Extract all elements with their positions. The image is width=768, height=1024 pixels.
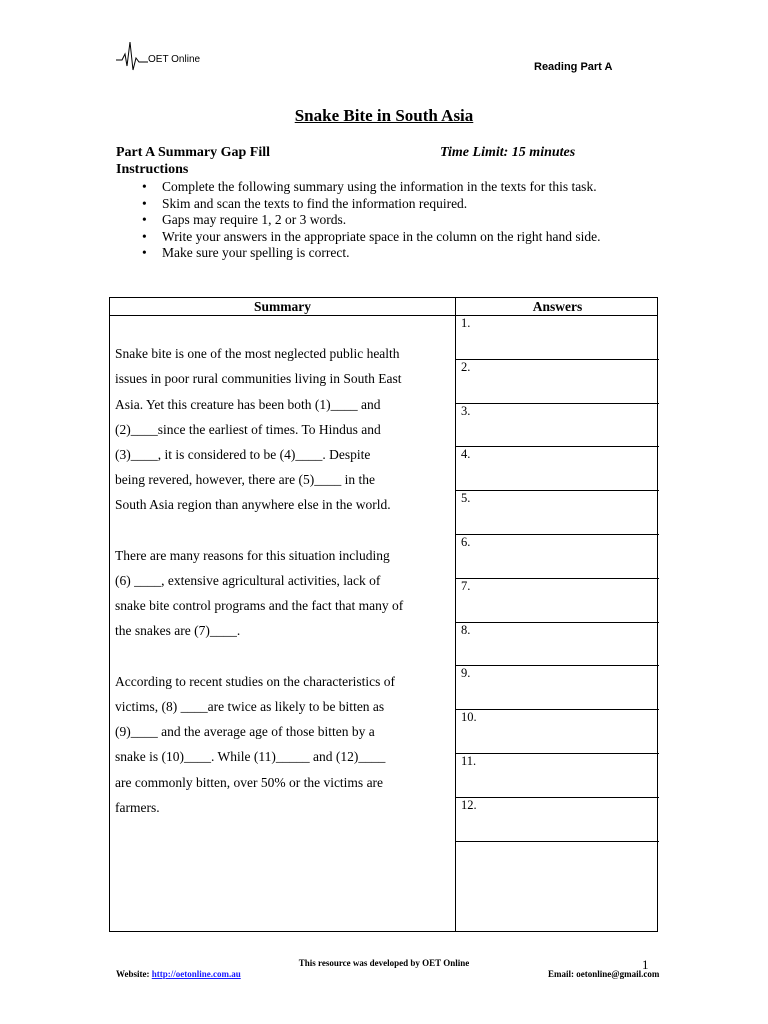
part-title: Part A Summary Gap Fill [116,145,270,160]
summary-line: Asia. Yet this creature has been both (1)____ and [115,396,381,412]
summary-line: snake bite control programs and the fact that many of [115,598,404,614]
instruction-item: • Complete the following summary using the information in the texts for this task. [142,179,597,194]
summary-line: (9)____ and the average age of those bitten by a [115,724,375,740]
summary-line: (2)____since the earliest of times. To Hindus and [115,421,381,437]
bullet-icon: • [142,179,147,194]
summary-line: being revered, however, there are (5)____ in the [115,472,375,488]
summary-line: Snake bite is one of the most neglected public health [115,346,400,362]
footer-developed-by: This resource was developed by OET Online [298,958,470,968]
summary-text [115,316,455,820]
answer-number: 8. [461,622,471,637]
answer-row[interactable] [456,360,659,404]
answer-number: 2. [461,359,471,374]
summary-blank-line [115,518,455,543]
summary-line: (6) ____, extensive agricultural activities, lack of [115,573,381,588]
page-number: 1 [642,957,649,972]
answer-row[interactable] [456,666,659,710]
bullet-icon: • [142,212,147,228]
answer-row[interactable] [456,798,659,842]
answer-number: 4. [461,447,471,462]
answer-row[interactable] [456,404,659,448]
instruction-item: • Gaps may require 1, 2 or 3 words. [142,212,347,228]
answer-row[interactable] [456,754,659,798]
answer-row[interactable] [456,623,659,667]
oet-online-logo [116,40,216,76]
answer-row[interactable] [456,535,659,579]
answer-number: 6. [461,535,471,549]
answer-number: 3. [461,403,471,418]
summary-line: According to recent studies on the characteristics of [115,673,396,689]
bullet-icon: • [142,195,147,211]
instruction-item: • Make sure your spelling is correct. [142,245,350,261]
instructions-list [142,179,642,262]
website-label: Website: [116,969,152,979]
instructions-heading: Instructions [116,162,189,177]
answer-number: 10. [461,710,477,725]
bullet-icon: • [142,245,147,261]
summary-line: South Asia region than anywhere else in the world. [115,497,391,513]
footer-website [116,969,241,979]
summary-blank-line [115,316,455,341]
heartbeat-icon [116,40,148,76]
answer-number: 11. [461,754,477,768]
summary-line: issues in poor rural communities living in South East [115,371,402,387]
summary-line: the snakes are (7)____. [115,623,241,639]
footer-email: Email: oetonline@gmail.com [548,969,660,979]
time-limit: Time Limit: 15 minutes [440,145,576,160]
answer-row[interactable] [456,491,659,535]
answer-row[interactable] [456,579,659,623]
logo-text: OET Online [148,54,201,65]
section-label: Reading Part A [534,61,613,73]
instruction-item: • Skim and scan the texts to find the information required. [142,195,468,211]
answer-number: 7. [461,578,471,593]
answers-column-header: Answers [532,299,583,314]
summary-blank-line [115,644,455,669]
answer-number: 12. [461,797,477,812]
page-title: Snake Bite in South Asia [294,106,474,125]
instruction-item: • Write your answers in the appropriate space in the column on the right hand side. [142,228,601,244]
answer-number: 5. [461,491,471,506]
summary-line: victims, (8) ____are twice as likely to be bitten as [115,699,385,714]
answer-row[interactable] [456,316,659,360]
summary-line: (3)____, it is considered to be (4)____. Despite [115,447,371,462]
answer-number: 1. [461,316,471,330]
summary-line: snake is (10)____. While (11)_____ and (12)____ [115,749,386,765]
summary-line: There are many reasons for this situation including [115,547,390,563]
summary-column-header: Summary [254,299,311,314]
answer-number: 9. [461,666,471,681]
summary-line: farmers. [115,799,160,815]
bullet-icon: • [142,228,147,244]
summary-answers-table [109,297,658,932]
summary-line: are commonly bitten, over 50% or the victims are [115,774,384,790]
answer-row[interactable] [456,710,659,754]
website-link[interactable]: http://oetonline.com.au [151,969,241,979]
answer-row[interactable] [456,447,659,491]
